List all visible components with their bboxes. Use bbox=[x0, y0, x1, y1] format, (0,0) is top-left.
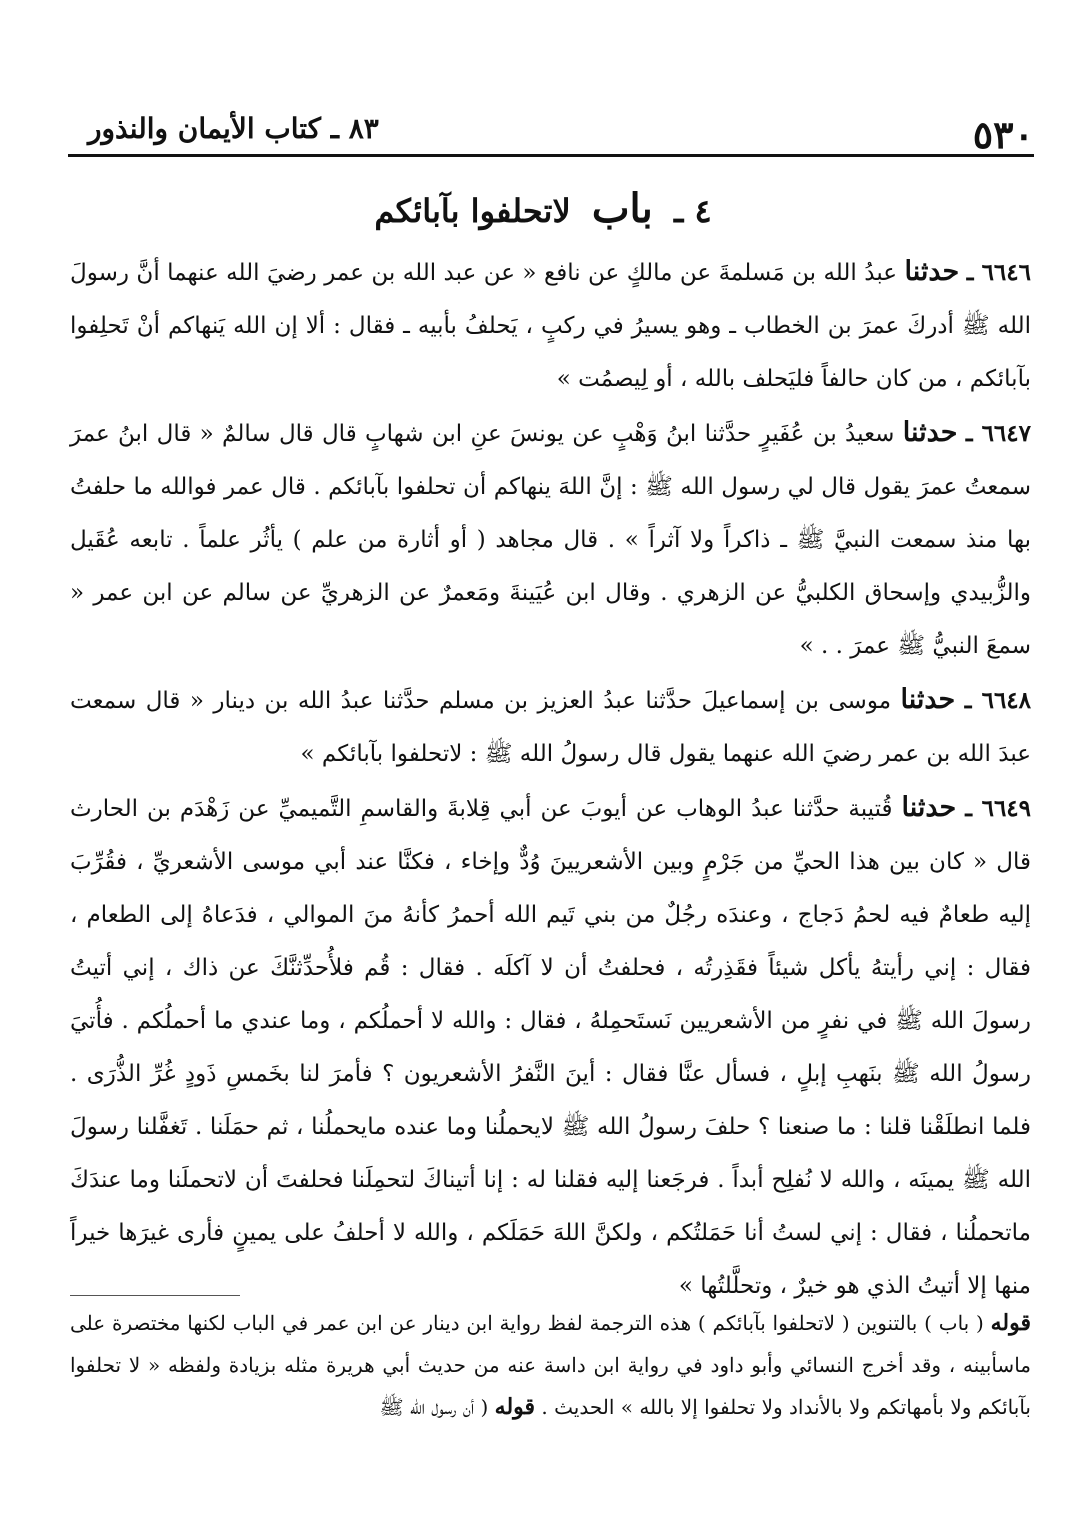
hadith-matn: « كان بين هذا الحيِّ من جَرْمٍ وبين الأشعريينَ وُدٌّ وإخاء ، فكنَّا عند أبي موسى الأشعريِّ ، فقُرِّبَ إليه طعامٌ فيه لحمُ دَجاج ، وعندَه رجُلٌ من بني تَيم الله أحمرُ كأنهُ منَ الموالي ، فدَعاهُ إلى الطعام ، فقال : إني رأيتهُ يأكل شيئاً فقَذِرتُه ، فحلفتُ أن لا آكلَه . فقال : قُم فلأُحدِّثنَّكَ عن ذاك ، إني أتيتُ رسولَ الله ﷺ في نفرٍ من الأشعريين نَستَحمِلهُ ، فقال : والله لا أحملُكم ، وما عندي ما أحملُكم . فأُتيَ رسولُ الله ﷺ بنَهبِ إبلٍ ، فسأل عنَّا فقال : أينَ النَّفرُ الأشعريون ؟ فأمرَ لنا بخَمسِ ذَودٍ غُرِّ الذُّرَى . فلما انطلَقْنا قلنا : ما صنعنا ؟ حلفَ رسولُ الله ﷺ لايحملُنا وما عنده مايحملُنا ، ثم حمَلَنا . تَغفَّلنا رسولَ الله ﷺ يمينَه ، والله لا نُفلِح أبداً . فرجَعنا إليه فقلنا له : إنا أتيناكَ لتحمِلَنا فحلفتَ أن لاتحملَنا وما عندَكَ ماتحملُنا ، فقال : إني لستُ أنا حَمَلتُكم ، ولكنَّ اللهَ حَمَلَكم ، والله لا أحلفُ على يمينٍ فأرى غيرَها خيراً منها إلا أتيتُ الذي هو خيرٌ ، وتحلَّلتُها » bbox=[70, 849, 1031, 1299]
hadith-number: ٦٦٤٦ ـ bbox=[966, 259, 1031, 286]
commentary-text: ( باب ) بالتنوين ( لاتحلفوا بآبائكم ) هذه الترجمة لفظ رواية ابن دينار عن ابن عمر في الباب لكنها مختصرة على ماسأبينه ، وقد أخرج النسائي وأبو داود في رواية ابن داسة عنه من حديث أبي هريرة مثله بزيادة ولفظه « لا تحلفوا بآبائكم ولا بأمهاتكم ولا بالأنداد ولا تحلفوا إلا بالله » الحديث . bbox=[70, 1311, 1031, 1419]
commentary-lead-2: قوله bbox=[494, 1394, 536, 1420]
chapter-heading bbox=[0, 185, 1086, 232]
running-title: ٨٣ ـ كتاب الأيمان والنذور bbox=[88, 112, 379, 145]
hadith-6649 bbox=[70, 781, 1031, 1313]
commentary-lead: قوله bbox=[990, 1310, 1031, 1336]
hadith-6647 bbox=[70, 406, 1031, 673]
page-number: ٥٣٠ bbox=[972, 112, 1034, 157]
hadith-isnad: موسى بن إسماعيلَ حدَّثنا عبدُ العزيز بن مسلم حدَّثنا عبدُ الله بن دينار bbox=[213, 688, 892, 714]
hadith-isnad: عبدُ الله بن مَسلمةَ عن مالكٍ عن نافع bbox=[543, 260, 898, 286]
haddathana-label: حدثنا bbox=[902, 417, 958, 448]
hadith-matn: « عن عبد الله بن عمر رضيَ الله عنهما أنَّ رسولَ الله ﷺ أدركَ عمرَ بن الخطاب ـ وهو يسيرُ في ركبٍ ، يَحلفُ بأبيه ـ فقال : ألا إن الله يَنهاكم أنْ تَحلِفوا بآبائكم ، من كان حالفاً فليَحلف بالله ، أو لِيصمُت » bbox=[70, 260, 1031, 392]
hadith-matn: « قال سمعت عبدَ الله بن عمر رضيَ الله عنهما يقول قال رسولُ الله ﷺ : لاتحلفوا بآبائكم » bbox=[70, 688, 1031, 767]
haddathana-label: حدثنا bbox=[901, 792, 957, 823]
chapter-title: لاتحلفوا بآبائكم bbox=[374, 192, 571, 230]
haddathana-label: حدثنا bbox=[900, 684, 956, 715]
hadith-matn: « قال ابنُ عمرَ سمعتُ عمرَ يقول قال لي رسول الله ﷺ : إنَّ اللهَ ينهاكم أن تحلفوا بآبائكم . قال عمر فوالله ما حلفتُ بها منذ سمعت النبيَّ ﷺ ـ ذاكراً ولا آثراً » . قال مجاهد ( أو أثارة من علم ) يأثُر علماً . تابعه عُقَيل والزُّبيدي وإسحاق الكلبيُّ عن الزهري . وقال ابن عُيَينةَ ومَعمرٌ عن الزهريِّ عن سالم عن ابن عمر « سمعَ النبيُّ ﷺ عمرَ . . » bbox=[70, 421, 1031, 659]
chapter-word: باب bbox=[591, 185, 653, 232]
chapter-number: ٤ ـ bbox=[673, 192, 712, 230]
commentary bbox=[70, 1302, 1031, 1428]
commentary-divider bbox=[70, 1295, 240, 1296]
haddathana-label: حدثنا bbox=[904, 256, 960, 287]
page-header bbox=[68, 92, 1034, 157]
hadith-6648 bbox=[70, 673, 1031, 781]
hadith-isnad: سعيدُ بن عُفَيرٍ حدَّثنا ابنُ وَهْبٍ عن يونسَ عنِ ابن شهابٍ قال قال سالمٌ bbox=[222, 421, 895, 447]
hadith-number: ٦٦٤٧ ـ bbox=[965, 420, 1031, 447]
hadith-body bbox=[70, 245, 1031, 1313]
hadith-number: ٦٦٤٨ ـ bbox=[964, 687, 1032, 714]
hadith-6646 bbox=[70, 245, 1031, 406]
hadith-number: ٦٦٤٩ ـ bbox=[965, 795, 1032, 822]
commentary-tail: ( أن رسول الله ﷺ bbox=[379, 1395, 489, 1419]
hadith-isnad: قُتيبة حدَّثنا عبدُ الوهاب عن أيوبَ عن أبي قِلابةَ والقاسمِ التَّميميِّ عن زَهْدَم بن الحارث قال bbox=[70, 796, 1032, 875]
